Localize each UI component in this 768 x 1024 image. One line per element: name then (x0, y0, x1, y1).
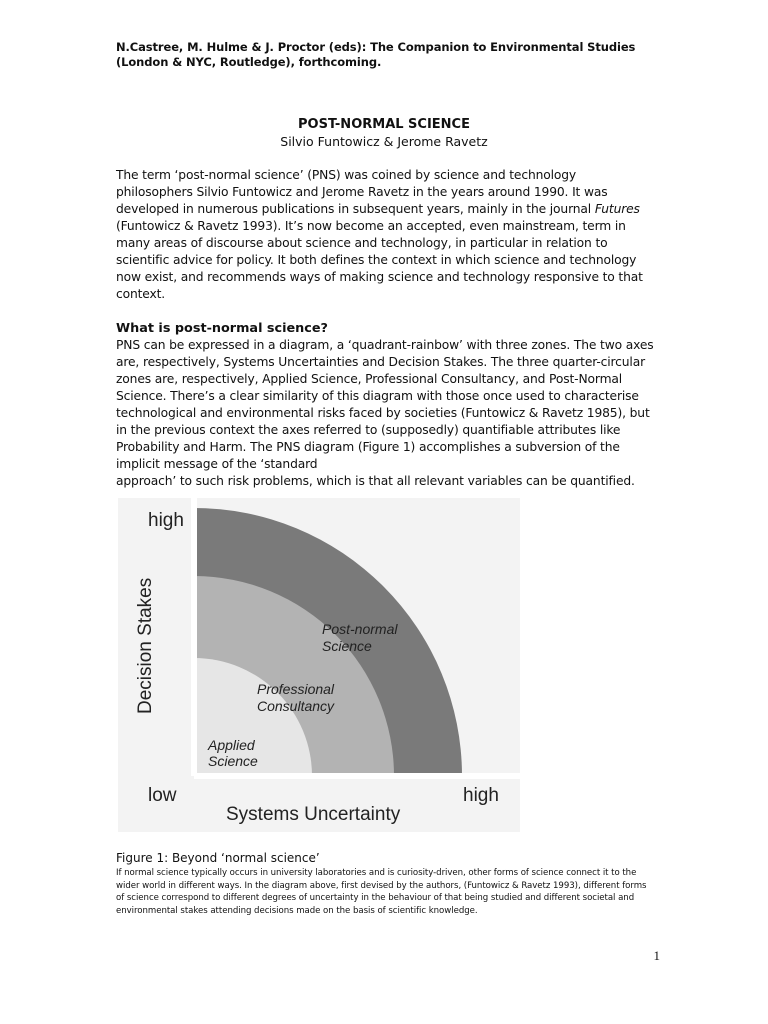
y-axis-high-label: high (148, 510, 184, 531)
intro-text-part-2: (Funtowicz & Ravetz 1993). It’s now become an accepted, even mainstream, term in many areas of discourse about science and technology, in particular in relation to scientific advice for policy. It both defines the context in which science and technology now exist, and recommends ways of making science and technology responsive to that context. (116, 219, 643, 301)
zone-label-post-normal-2: Science (322, 638, 372, 654)
article-authors: Silvio Funtowicz & Jerome Ravetz (280, 134, 488, 149)
page-number: 1 (653, 948, 660, 963)
intro-paragraph (116, 167, 656, 303)
zone-label-applied-2: Science (208, 753, 258, 769)
pns-diagram (118, 498, 520, 832)
running-header (116, 40, 656, 70)
section-paragraph-main: PNS can be expressed in a diagram, a ‘quadrant-rainbow’ with three zones. The two axes are, respectively, Systems Uncertainties and Decision Stakes. The three quarter-circular zones are, respectively, Applied Science, Professional Consultancy, and Post-Normal Science. There’s a clear similarity of this diagram with those once used to characterise technological and environmental risks faced by societies (Funtowicz & Ravetz 1985), but in the previous context the axes referred to (supposedly) quantifiable attributes like Probability and Harm. The PNS diagram (Figure 1) accomplishes a subversion of the implicit message of the ‘standard (116, 338, 654, 471)
title-block (0, 116, 768, 150)
zone-label-post-normal-1: Post-normal (322, 621, 398, 637)
article-title: POST-NORMAL SCIENCE (298, 117, 470, 132)
header-line-2: (London & NYC, Routledge), forthcoming. (116, 55, 382, 69)
header-line-1: N.Castree, M. Hulme & J. Proctor (eds): The Companion to Environmental Studies (116, 40, 636, 54)
zone-label-professional-2: Consultancy (257, 698, 335, 714)
journal-name: Futures (594, 202, 640, 216)
section-paragraph (116, 337, 656, 490)
figure-caption-text: If normal science typically occurs in university laboratories and is curiosity-driven, other forms of science connect it to the wider world in different ways. In the diagram above, first devised by the authors, (Funtowicz & Ravetz 1993), different forms of science correspond to different degrees of uncertainty in the behaviour of that being studied and different societal and environmental stakes attending decisions made on the basis of scientific knowledge. (116, 868, 647, 916)
intro-text-part-1: The term ‘post-normal science’ (PNS) was coined by science and technology philosophers Silvio Funtowicz and Jerome Ravetz in the years around 1990. It was developed in numerous publications in subsequent years, mainly in the journal (116, 168, 608, 216)
pns-diagram-svg (118, 498, 520, 832)
x-axis-title: Systems Uncertainty (226, 804, 401, 825)
figure-caption-title: Figure 1: Beyond ‘normal science’ (116, 851, 320, 865)
section-paragraph-last-line: approach’ to such risk problems, which is that all relevant variables can be quantified. (116, 474, 635, 488)
y-axis-title: Decision Stakes (135, 577, 156, 714)
zone-label-professional-1: Professional (257, 681, 335, 697)
x-axis-high-label: high (463, 785, 499, 806)
zone-label-applied-1: Applied (208, 737, 255, 753)
section-heading: What is post-normal science? (116, 321, 328, 336)
x-axis-low-label: low (148, 785, 177, 806)
